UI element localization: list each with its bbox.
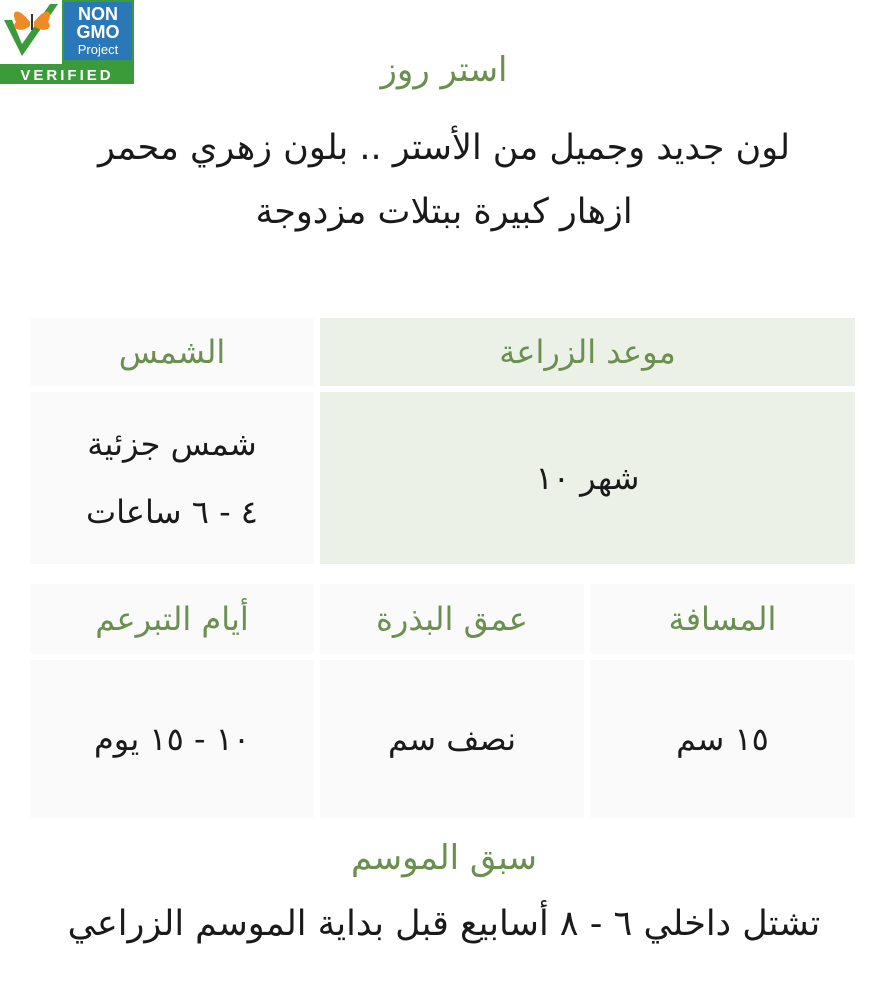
seed-depth-value-cell	[320, 660, 584, 818]
germination-value: ١٠ - ١٥ يوم	[93, 720, 251, 758]
planting-time-value-cell	[320, 392, 855, 564]
early-season-text: تشتل داخلي ٦ - ٨ أسابيع قبل بداية الموسم الزراعي	[67, 904, 821, 944]
planting-time-value: شهر ١٠	[535, 459, 640, 497]
planting-time-header-cell	[320, 318, 855, 386]
sun-header-cell	[30, 318, 314, 386]
spacing-value-cell	[590, 660, 855, 818]
butterfly-icon	[14, 11, 50, 30]
spacing-header: المسافة	[668, 600, 777, 638]
sun-header: الشمس	[118, 333, 226, 371]
product-title: استر روز	[380, 50, 508, 90]
seed-depth-value: نصف سم	[387, 720, 517, 758]
early-season-title: سبق الموسم	[350, 838, 538, 878]
germination-value-cell	[30, 660, 314, 818]
planting-time-header: موعد الزراعة	[499, 333, 676, 371]
sun-value-cell	[30, 392, 314, 564]
product-description-line2: ازهار كبيرة ببتلات مزدوجة	[255, 192, 633, 232]
badge-line1: NON	[78, 4, 118, 24]
badge-line2: GMO	[76, 22, 120, 42]
product-description-line1: لون جديد وجميل من الأستر .. بلون زهري محمر	[97, 128, 790, 168]
sun-value-line2: ٤ - ٦ ساعات	[86, 493, 258, 531]
spacing-header-cell	[590, 584, 855, 654]
badge-line3: Project	[77, 42, 119, 57]
germination-header-cell	[30, 584, 314, 654]
badge-line4: VERIFIED	[20, 67, 114, 84]
spacing-value: ١٥ سم	[676, 720, 769, 758]
seed-depth-header: عمق البذرة	[376, 600, 528, 638]
germination-header: أيام التبرعم	[95, 600, 249, 638]
sun-value-line1: شمس جزئية	[87, 425, 257, 463]
seed-depth-header-cell	[320, 584, 584, 654]
